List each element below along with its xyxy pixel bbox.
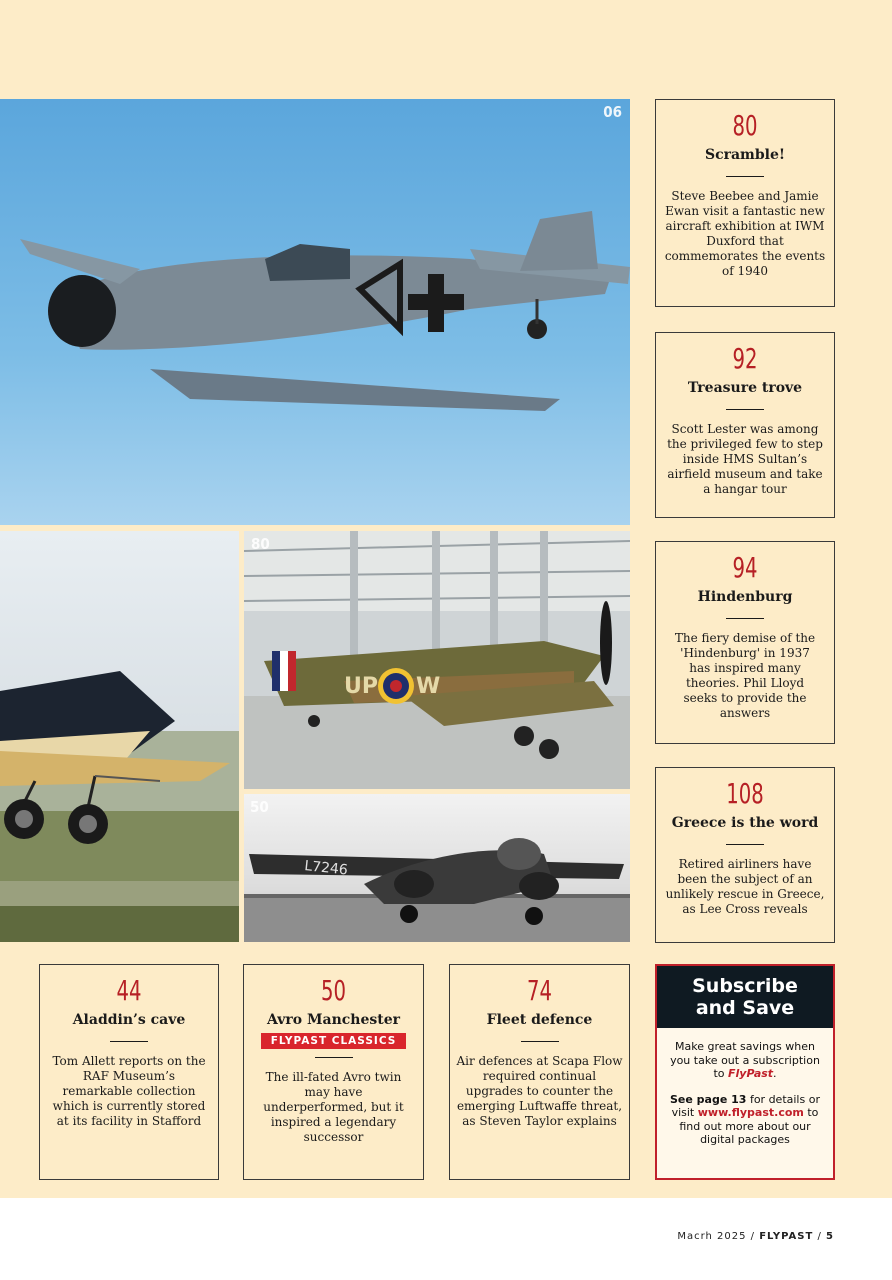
photo-messerschmitt[interactable] [0, 99, 630, 525]
photo-avro-manchester[interactable] [244, 794, 630, 942]
svg-text:L7246: L7246 [303, 858, 349, 879]
article-treasure-trove[interactable] [655, 332, 835, 518]
subscribe-details-text [665, 1093, 825, 1147]
svg-text:W: W [416, 674, 441, 699]
photo-page-number: 80 [251, 535, 270, 553]
footer-magazine-name: FLYPAST [759, 1231, 814, 1242]
article-description: Air defences at Scapa Flow required continual upgrades to counter the emerging Luftwaffe threat, as Steven Taylor explains [456, 1054, 623, 1128]
photo-page-number: 06 [603, 103, 622, 121]
divider [726, 844, 764, 845]
footer-page-number: 5 [826, 1231, 834, 1242]
article-description: Scott Lester was among the privileged few to step inside HMS Sultan’s airfield museum and take a hangar tour [667, 422, 823, 496]
article-page-number: 94 [732, 551, 758, 584]
photo-hurricane[interactable] [244, 531, 630, 789]
article-description: Tom Allett reports on the RAF Museum’s remarkable collection which is currently stored at its facility in Stafford [52, 1054, 206, 1128]
hurricane-illustration [244, 531, 630, 789]
article-title: Fleet defence [486, 1012, 593, 1028]
article-title: Avro Manchester [266, 1012, 400, 1028]
divider [521, 1041, 559, 1042]
subscribe-text-2: for details or visit [671, 1092, 820, 1119]
divider [726, 618, 764, 619]
subscribe-text-3: to find out more about our digital packages [679, 1106, 819, 1146]
footer-date: Macrh 2025 [677, 1231, 747, 1242]
article-page-number: 44 [116, 974, 142, 1007]
subscribe-savings-text: Make great savings when you take out a subscription to FlyPast. [670, 1040, 820, 1080]
subscribe-panel[interactable] [655, 964, 835, 1180]
messerschmitt-illustration [0, 99, 630, 525]
subscribe-magazine-name: FlyPast [728, 1067, 774, 1080]
monoplane-illustration [0, 531, 239, 942]
article-greece-is-the-word[interactable] [655, 767, 835, 943]
subscribe-heading-line-1: Subscribe [692, 975, 798, 997]
article-hindenburg[interactable] [655, 541, 835, 744]
photo-vintage-monoplane[interactable] [0, 531, 239, 942]
article-page-number: 74 [526, 974, 552, 1007]
article-aladdins-cave[interactable] [39, 964, 219, 1180]
subscribe-heading [657, 966, 833, 1028]
photo-page-number: 50 [250, 798, 269, 816]
footer-separator: / [817, 1231, 822, 1242]
article-page-number: 50 [320, 974, 346, 1007]
article-title: Greece is the word [671, 815, 819, 831]
article-title: Treasure trove [687, 380, 803, 396]
article-description: The ill-fated Avro twin may have underperformed, but it inspired a legendary successor [263, 1070, 404, 1144]
divider [726, 409, 764, 410]
article-title: Aladdin’s cave [72, 1012, 186, 1028]
subscribe-page-ref: See page 13 [670, 1092, 747, 1106]
manchester-illustration [244, 794, 630, 942]
article-description: Steve Beebee and Jamie Ewan visit a fantastic new aircraft exhibition at IWM Duxford that commemorates the events of 1940 [664, 189, 826, 278]
article-title: Scramble! [704, 147, 786, 163]
divider [726, 176, 764, 177]
article-scramble[interactable] [655, 99, 835, 307]
article-page-number: 108 [726, 777, 764, 810]
article-avro-manchester[interactable] [243, 964, 424, 1180]
divider [315, 1057, 353, 1058]
subscribe-heading-line-2: and Save [695, 997, 795, 1019]
article-description: Retired airliners have been the subject of an unlikely rescue in Greece, as Lee Cross reveals [665, 857, 825, 916]
divider [110, 1041, 148, 1042]
svg-text:UP: UP [344, 674, 378, 699]
article-fleet-defence[interactable] [449, 964, 630, 1180]
subscribe-url-link[interactable]: www.flypast.com [697, 1106, 804, 1119]
article-page-number: 92 [732, 342, 758, 375]
page-footer [677, 1231, 834, 1242]
subscribe-text-1: Make great savings when you take out a subscription to [670, 1040, 820, 1080]
article-page-number: 80 [732, 109, 758, 142]
article-description: The fiery demise of the 'Hindenburg' in 1937 has inspired many theories. Phil Lloyd seeks to provide the answers [674, 631, 816, 720]
flypast-classics-badge: FLYPAST CLASSICS [261, 1033, 407, 1049]
article-title: Hindenburg [697, 589, 793, 605]
footer-separator: / [750, 1231, 756, 1242]
